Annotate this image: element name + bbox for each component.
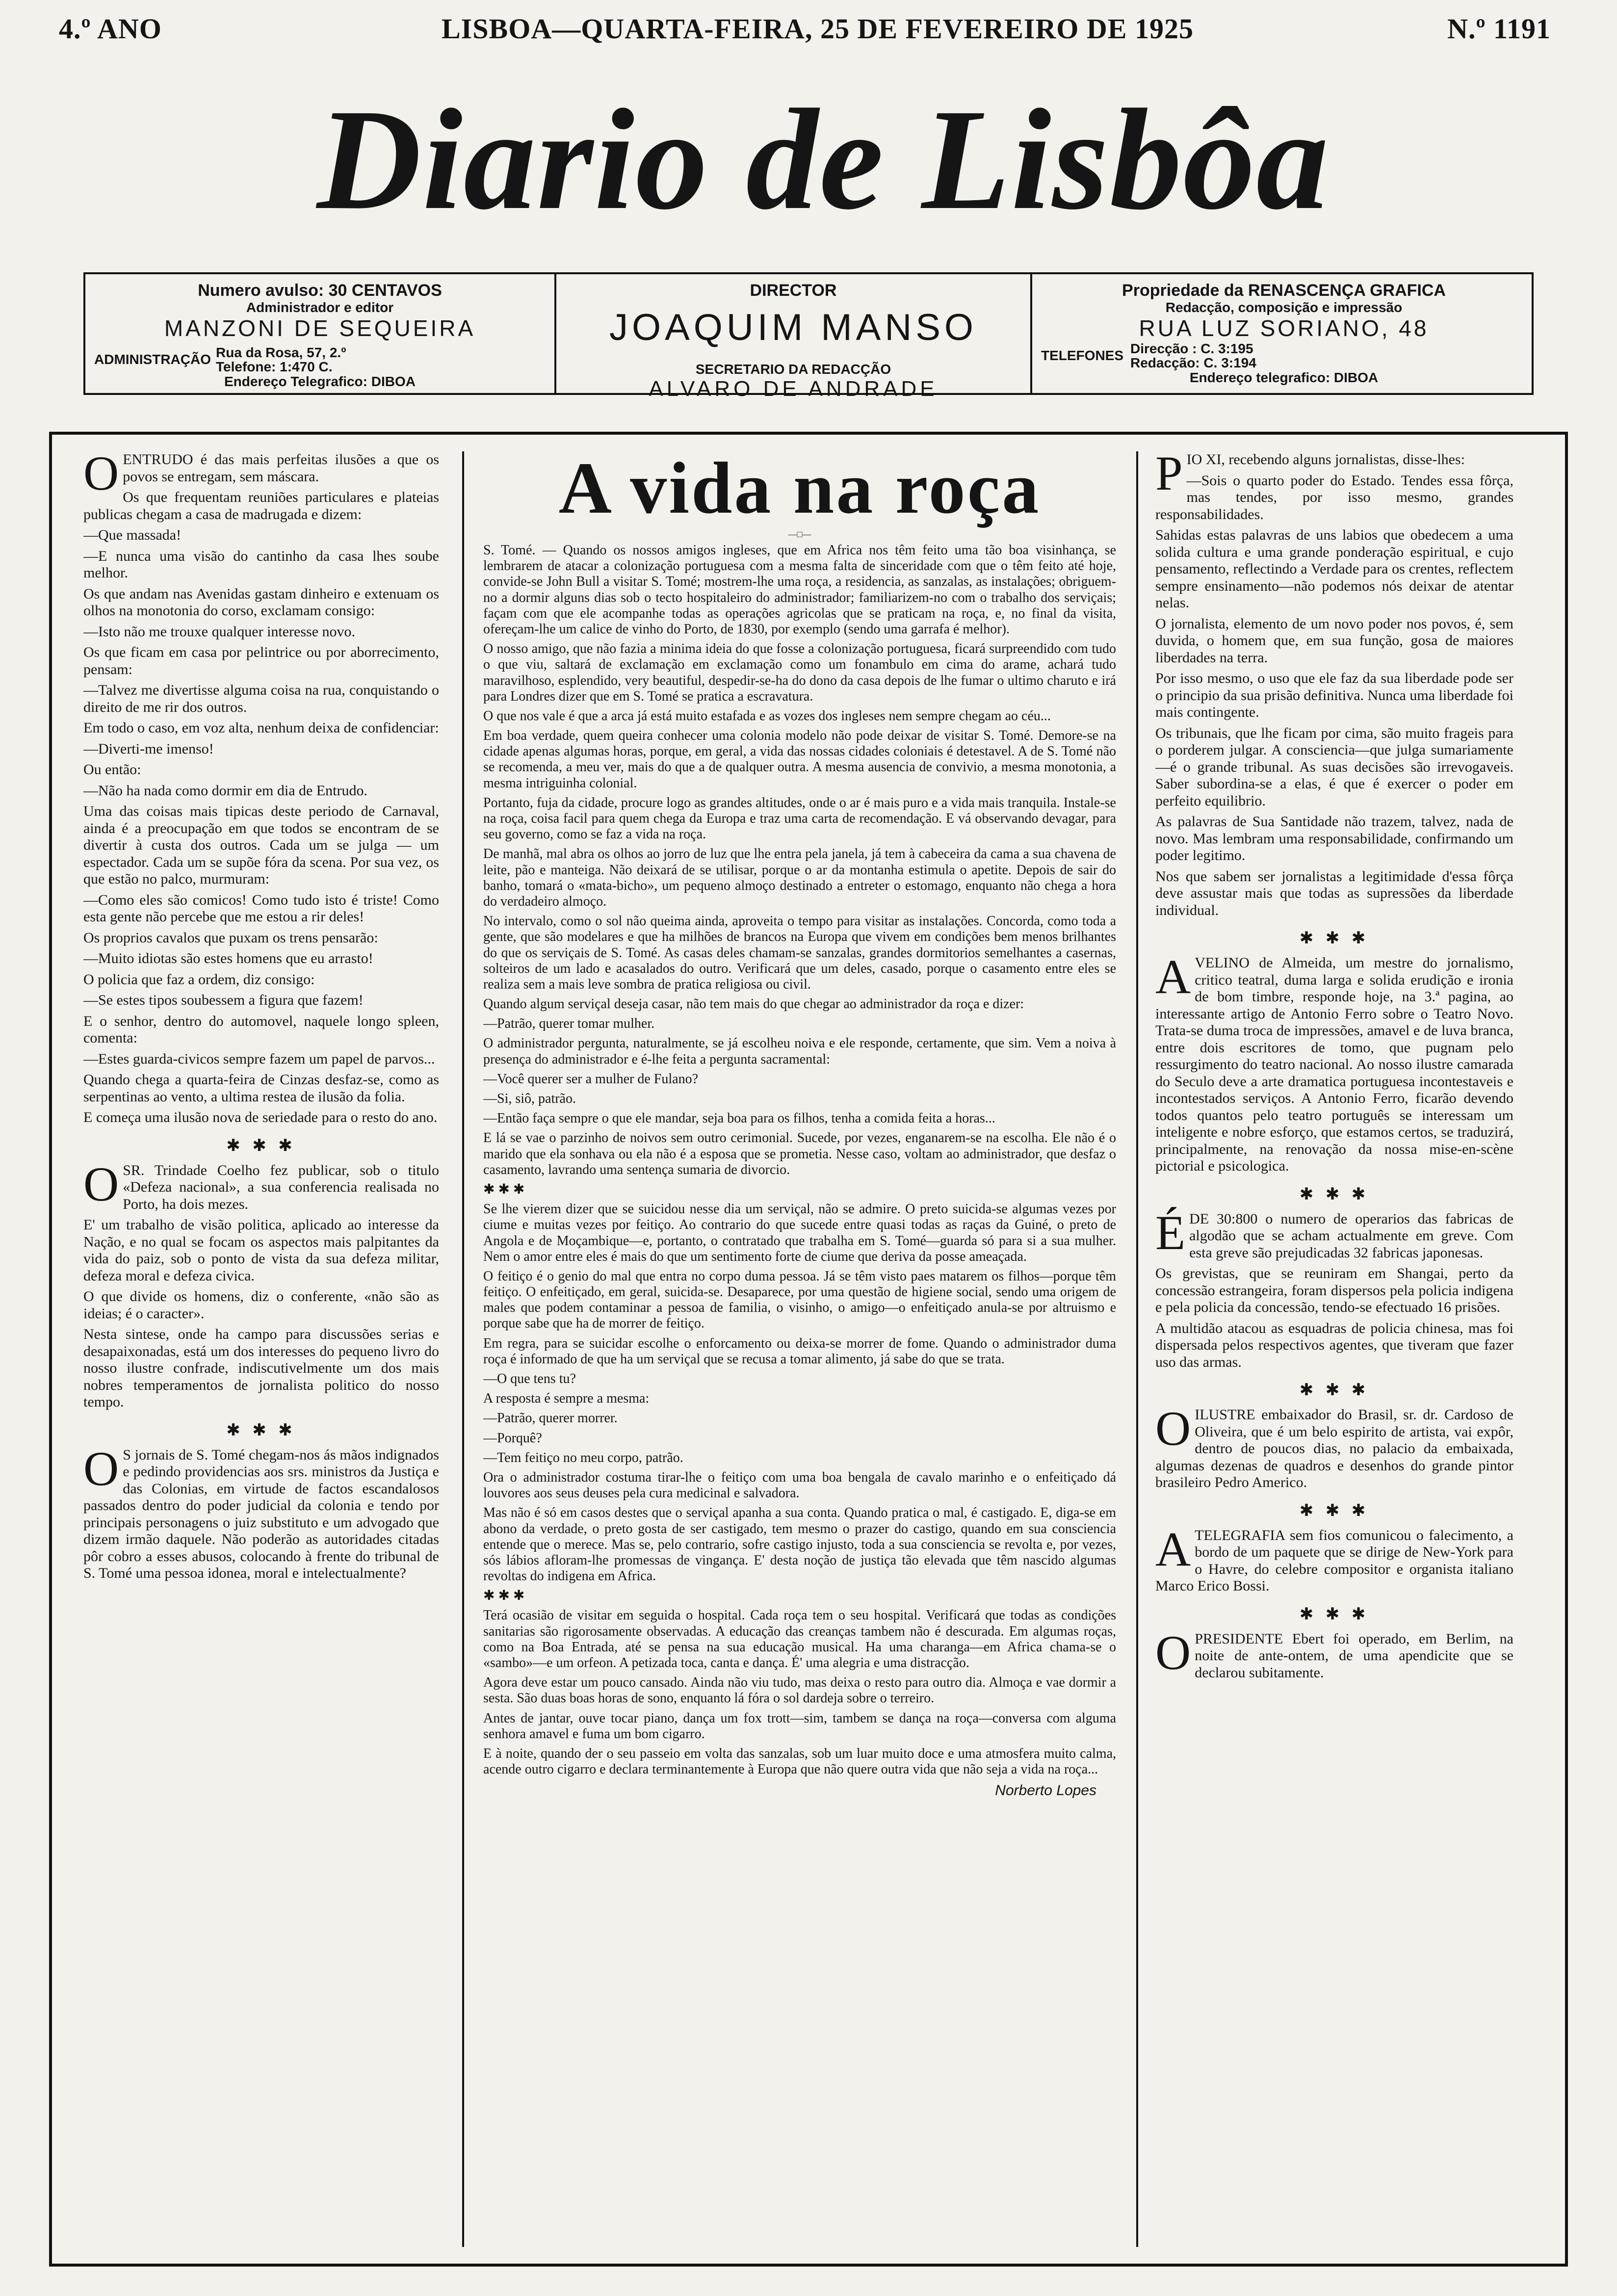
left-section-1 — [83, 451, 439, 1126]
center-paragraph-13: —Então faça sempre o que ele mandar, seja boa para os filhos, tenha a comida feita a horas... — [483, 1111, 995, 1126]
center-paragraph-25: Mas não é só em casos destes que o serviçal apanha a sua conta. Quando pratica o mal, é castigado. E, diga-se em abono da verdade, o preto gosta de ser castigado, tem mesmo o prazer do castigo, quando em sua consciencia entende que o merece. Mas se, pelo contrario, sofre castigo injusto, toda a sua consciencia se revolta e, por vezes, sós lábios afloram-lhe promessas de vingança. E' desta noção de justiça tão elevada que têm nascido algumas revoltas do indigena em Africa. — [483, 1505, 1116, 1584]
right-telegram: Endereço telegrafico: DIBOA — [1189, 369, 1379, 385]
phone-lines — [1130, 341, 1256, 370]
right-section-3 — [1155, 1185, 1513, 1371]
left-dropcap-2: O — [83, 1156, 119, 1211]
info-left — [85, 274, 556, 393]
admin-label: ADMINISTRAÇÃO — [94, 352, 211, 367]
right-paragraph-1-4: O jornalista, elemento de um novo poder nos povos, é, sem duvida, o homem que, em sua função, gosa de maiores liberdades na terra. — [1155, 615, 1513, 666]
left-paragraph-1-8: —Talvez me divertisse alguma coisa na rua, conquistando o direito de me rir dos outros. — [83, 682, 439, 715]
left-paragraph-1-16: —Muito idiotas são estes homens que eu arrasto! — [83, 950, 373, 966]
center-paragraph-26: ✱ ✱ ✱ — [483, 1588, 525, 1604]
left-paragraph-1-20: —Estes guarda-civicos sempre fazem um papel de parvos... — [83, 1050, 435, 1067]
left-paragraph-1-2: Os que frequentam reuniões particulares e plateias publicas chegam a casa de madrugada e dizem: — [83, 489, 439, 522]
dateline: LISBOA—QUARTA-FEIRA, 25 DE FEVEREIRO DE 1925 — [442, 13, 1194, 45]
right-section-1 — [1155, 451, 1513, 919]
left-paragraph-1-4: —E nunca uma visão do cantinho da casa lhes soube melhor. — [83, 548, 439, 581]
info-middle — [556, 274, 1032, 401]
right-paragraph-1-5: Por isso mesmo, o uso que ele faz da sua liberdade pode ser o principio da sua prisão definitiva. Nunca uma liberdade foi mais contingente. — [1155, 670, 1513, 720]
left-column-rule — [462, 451, 464, 2247]
right-dropcap-5: A — [1155, 1521, 1191, 1576]
left-paragraph-1-1 — [83, 451, 439, 500]
top-line — [59, 12, 1551, 56]
center-paragraph-19: —O que tens tu? — [483, 1371, 576, 1386]
right-paragraph-3-2: Os grevistas, que se reuniram em Shangai, perto da concessão estrangeira, foram dispersos pela policia indigena e pela policia da concessão, tendo-se efectuado 16 prisões. — [1155, 1265, 1513, 1316]
left-paragraph-1-10: —Diverti-me imenso! — [83, 740, 214, 757]
center-body — [483, 543, 1116, 1777]
right-section-4 — [1155, 1381, 1513, 1491]
center-signature: Norberto Lopes — [995, 1782, 1096, 1799]
left-dropcap-3: O — [83, 1441, 119, 1496]
center-paragraph-7: No intervalo, como o sol não queima ainda, aproveita o tempo para visitar as instalações. Concorda, como toda a gente, que são modelares e que ha milhões de brancos na Europa que vivem em condições bem menos brilhantes do que os serviçais de S. Tomé. As casas deles chamam-se sanzalas, grandes dormitorios semelhantes a casernas, solteiros de um lado e acasalados do outro. Verificará que um deles, casado, porque o casamento entre eles se realiza sem a mais leve sombra de pratica religiosa ou civil. — [483, 913, 1116, 992]
left-paragraph-2-1 — [83, 1156, 439, 1213]
center-column — [483, 451, 1116, 2242]
owner-street: RUA LUZ SORIANO, 48 — [1139, 315, 1429, 341]
right-section-6 — [1155, 1605, 1513, 1682]
right-separator-3: ✱ ✱ ✱ — [1299, 1185, 1370, 1203]
center-paragraph-24: Ora o administrador costuma tirar-lhe o feitiço com uma boa bengala de cavalo marinho e o enfeitiçado dá louvores aos seus deuses pela cura medicinal e salvadora. — [483, 1469, 1116, 1501]
redaction-phone: Redacção: C. 3:194 — [1130, 355, 1256, 371]
admin-name: MANZONI DE SEQUEIRA — [164, 315, 476, 341]
left-paragraph-3-1 — [83, 1441, 439, 1582]
right-paragraph-1-8: Nos que sabem ser jornalistas a legitimidade d'essa fôrça deve assustar mais que todas as supressões da liberdade individual. — [1155, 868, 1513, 918]
right-paragraph-3-3: A multidão atacou as esquadras de policia chinesa, mas foi dispersada pelos respectivos agentes, que tiveram que fazer uso das armas. — [1155, 1320, 1513, 1370]
left-paragraph-1-3: —Que massada! — [83, 527, 182, 543]
admin-lines — [216, 345, 346, 374]
right-section-2 — [1155, 929, 1513, 1175]
issue-number: N.º 1191 — [1447, 13, 1551, 45]
right-separator-5: ✱ ✱ ✱ — [1299, 1501, 1370, 1520]
center-mark: —□— — [788, 529, 811, 539]
center-paragraph-23: —Tem feitiço no meu corpo, patrão. — [483, 1450, 683, 1465]
left-text-3-1: S jornais de S. Tomé chegam-nos ás mãos indignados e pedindo providencias aos srs. ministros da Justiça e das Colonias, em virtude de factos escandalosos passados dentro do poder judicial da colonia e tendo por principais personagens o juiz substituto e um advogado que dizem irmão daquele. Não poderão as autoridades citadas pôr cobro a esses abusos, colocando à frente do tribunal de S. Tomé uma pessoa idonea, moral e intelectualmente? — [83, 1446, 439, 1582]
right-separator-4: ✱ ✱ ✱ — [1299, 1381, 1370, 1400]
center-paragraph-8: Quando algum serviçal deseja casar, não tem mais do que chegar ao administrador da roça e dizer: — [483, 996, 1024, 1012]
center-paragraph-9: —Patrão, querer tomar mulher. — [483, 1016, 655, 1032]
right-dropcap-6: O — [1155, 1625, 1191, 1680]
right-paragraph-6-1 — [1155, 1625, 1513, 1682]
left-text-2-1: SR. Trindade Coelho fez publicar, sob o titulo «Defeza nacional», a sua conferencia realisada no Porto, ha dois mezes. — [123, 1162, 439, 1212]
left-section-3 — [83, 1421, 439, 1582]
phones-label: TELEFONES — [1041, 348, 1124, 364]
secretary-name: ALVARO DE ANDRADE — [649, 377, 938, 401]
right-paragraph-2-1 — [1155, 949, 1513, 1175]
center-paragraph-17: O feitiço é o genio do mal que entra no corpo duma pessoa. Já se têm visto paes matarem os filhos—porque têm feitiço. O enfeitiçado, em geral, suicida-se. Desaparece, por uma questão de higiene social, sendo uma origem de males que podem contaminar a pessoa de familia, o visinho, o amigo—o enfeitiçado anula-se por altruismo e porque sabe que ha de morrer de feitiço. — [483, 1268, 1116, 1331]
right-column-rule — [1136, 451, 1138, 2247]
left-paragraph-1-17: O policia que faz a ordem, diz consigo: — [83, 971, 315, 988]
masthead-title: Diario de Lisbôa — [316, 79, 1330, 239]
center-paragraph-2: O nosso amigo, que não fazia a minima ideia do que fosse a colonização portuguesa, ficará surpreendido com tudo o que viu, saltará de exclamação em exclamação como um fonambulo em cima do arame, achará tudo maravilhoso, esplendido, very beautiful, despedir-se-ha do dono da casa depois de lhe fumar o ultimo charuto e irá para Londres dizer que em S. Tomé se pratica a escravatura. — [483, 641, 1116, 704]
right-text-2-1: VELINO de Almeida, um mestre do jornalismo, critico teatral, duma larga e solida erudição e ironia de bom timbre, responde hoje, na 3.ª pagina, ao interessante artigo de Antonio Ferro sobre o Teatro Novo. Trata-se duma troca de impressões, amavel e de luva branca, entre dois escritores de tomo, que pugnam pelo ressurgimento do teatro nacional. Ao nosso ilustre camarada do Seculo deve a arte dramatica portuguesa incontestaveis e incontestados serviços. A Antonio Ferro, ficarão devendo todos quantos pelo teatro português se interessam um inteligente e nobre esforço, que estamos certos, se traduzirá, principalmente, na renovação da nossa mise-en-scène pictorial e psicologica. — [1155, 955, 1513, 1174]
admin-telegram: Endereço Telegrafico: DIBOA — [224, 373, 416, 389]
year-label: 4.º ANO — [59, 13, 162, 45]
direction-phone: Direcção : C. 3:195 — [1130, 340, 1253, 356]
price-line: Numero avulso: 30 CENTAVOS — [198, 281, 442, 300]
left-paragraph-1-12: —Não ha nada como dormir em dia de Entrudo. — [83, 782, 367, 799]
left-paragraph-1-9: Em todo o caso, em voz alta, nenhum deixa de confidenciar: — [83, 720, 439, 736]
left-paragraph-1-19: E o senhor, dentro do automovel, naquele longo spleen, comenta: — [83, 1013, 439, 1046]
info-right — [1032, 274, 1536, 393]
admin-phone: Telefone: 1:470 C. — [216, 359, 333, 375]
left-text-1-1: ENTRUDO é das mais perfeitas ilusões a que os povos se entregam, sem máscara. — [123, 451, 439, 485]
left-paragraph-1-18: —Se estes tipos soubessem a figura que fazem! — [83, 992, 364, 1008]
left-section-2 — [83, 1136, 439, 1411]
left-separator-2: ✱ ✱ ✱ — [226, 1136, 296, 1155]
left-paragraph-1-22: E começa uma ilusão nova de seriedade para o resto do ano. — [83, 1109, 438, 1125]
right-text-1-1: IO XI, recebendo alguns jornalistas, disse-lhes: — [1186, 451, 1465, 468]
right-paragraph-1-7: As palavras de Sua Santidade não trazem, talvez, nada de novo. Mas lembram uma responsabilidade, confirmando um poder legitimo. — [1155, 813, 1513, 863]
left-paragraph-1-14: —Como eles são comicos! Como tudo isto é triste! Como esta gente não percebe que me estou a rir deles! — [83, 891, 439, 925]
left-paragraph-1-21: Quando chega a quarta-feira de Cinzas desfaz-se, como as serpentinas ao vento, a ultima restea de ilusão da folia. — [83, 1071, 439, 1105]
left-paragraph-1-5: Os que andam nas Avenidas gastam dinheiro e extenuam os olhos na monotonia do corso, exclamam consigo: — [83, 585, 439, 619]
center-paragraph-20: A resposta é sempre a mesma: — [483, 1391, 650, 1407]
center-paragraph-1: S. Tomé. — Quando os nossos amigos ingleses, que em Africa nos têm feito uma tão boa visinhança, se lembrarem de atacar a colonização portuguesa com a mesma falta de sinceridade com que o têm feito até hoje, convide-se John Bull a visitar S. Tomé; mostrem-lhe uma roça, a residencia, as sanzalas, as instalações; obriguem-no a dormir alguns dias sob o tecto hospitaleiro do administrador; familiarizem-no com o trabalho dos serviçais; façam com que ele acompanhe todas as operações agricolas que se praticam na roça, e, no final da visita, ofereçam-lhe um calice de vinho do Porto, de 1830, por exemplo (sendo uma garrafa é melhor). — [483, 543, 1116, 637]
right-separator-2: ✱ ✱ ✱ — [1299, 929, 1370, 947]
right-column — [1155, 451, 1513, 2242]
admin-address-block — [94, 345, 546, 374]
center-paragraph-18: Em regra, para se suicidar escolhe o enforcamento ou deixa-se morrer de fome. Quando o administrador duma roça é informado de que ha um serviçal que se recusa a tomar alimento, já sabe do que se trata. — [483, 1335, 1116, 1367]
center-paragraph-4: Em boa verdade, quem queira conhecer uma colonia modelo não pode deixar de visitar S. Tomé. Demore-se na cidade apenas algumas horas, porque, em geral, a vida das nossas cidades coloniais é detestavel. A de S. Tomé não se recomenda, a meu ver, mais do que a de qualquer outra. A mesma ausencia de convivio, a mesma monotonia, a mesma intriguinha colonial. — [483, 728, 1116, 791]
director-name: JOAQUIM MANSO — [609, 307, 978, 349]
admin-role: Administrador e editor — [246, 300, 394, 315]
center-paragraph-6: De manhã, mal abra os olhos ao jorro de luz que lhe entra pela janela, já tem à cabeceira da cama a sua chavena de leite, pão e manteiga. Não deixará de se utilisar, porque o ar da montanha estimula o apetite. Depois de sair do banho, tomará o «mata-bicho», um pequeno almoço destinado a entreter o estomago, enquanto não chega a hora do verdadeiro almoço. — [483, 846, 1116, 909]
info-band — [83, 272, 1534, 401]
left-paragraph-2-3: O que divide os homens, diz o conferente, «não são as ideias; é o caracter». — [83, 1288, 439, 1322]
right-section-5 — [1155, 1501, 1513, 1595]
right-text-3-1: DE 30:800 o numero de operarios das fabricas de algodão que se acham actualmente em greve. Com esta greve são prejudicadas 32 fabricas japonesas. — [1189, 1210, 1513, 1261]
right-paragraph-1-6: Os tribunais, que lhe ficam por cima, são muito frageis para o porderem julgar. A consciencia—que julga sumariamente—é o grande tribunal. As suas decisões são irrevogaveis. Saber subordina-se a elas, é que é exercer o poder em perfeito equilibrio. — [1155, 725, 1513, 809]
owner-subtitle: Redacção, composição e impressão — [1165, 300, 1403, 315]
left-dropcap-1: O — [83, 451, 119, 500]
center-paragraph-3: O que nos vale é que a arca já está muito estafada e as vozes dos ingleses nem sempre chegam ao céu... — [483, 708, 1051, 724]
center-paragraph-28: Agora deve estar um pouco cansado. Ainda não viu tudo, mas deixa o resto para outro dia. Almoça e vae dormir a sesta. São duas boas horas de sono, enquanto lá fóra o sol dardeja sobre o terreiro. — [483, 1675, 1116, 1706]
left-paragraph-1-11: Ou então: — [83, 761, 141, 778]
right-separator-6: ✱ ✱ ✱ — [1299, 1605, 1370, 1623]
center-paragraph-14: E lá se vae o parzinho de noivos sem outro cerimonial. Sucede, por vezes, enganarem-se na escolha. Ele não é o marido que ela sonhava ou ela não é a esposa que se prometia. Nesse caso, voltam ao administrador, que desfaz o casamento, lavrando uma sentença sumaria de divorcio. — [483, 1130, 1116, 1177]
center-paragraph-16: Se lhe vierem dizer que se suicidou nesse dia um serviçal, não se admire. O preto suicida-se algumas vezes por ciume e muitas vezes por feitiço. Ao contrario do que sucede entre quasi todas as raças da Guiné, o preto de Angola e de Moçambique—e, portanto, o contratado que trabalha em S. Tomé—guarda só para si a sua mulher. Nem o amor entre eles é mais do que um sentimento forte de ciume que deriva da posse ameaçada. — [483, 1201, 1116, 1264]
right-paragraph-1-2: —Sois o quarto poder do Estado. Tendes essa fôrça, mas tendes, por isso mesmo, grandes responsabilidades. — [1155, 472, 1513, 522]
left-paragraph-2-4: Nesta sintese, onde ha campo para discussões serias e desapaixonadas, está um dos interesses do pequeno livro do nosso ilustre confrade, indiscutivelmente um dos mais nobres temperamentos de jornalista politico do nosso tempo. — [83, 1326, 439, 1410]
right-paragraph-5-1 — [1155, 1521, 1513, 1595]
center-paragraph-30: E à noite, quando der o seu passeio em volta das sanzalas, sob um luar muito doce e uma atmosfera muito calma, acende outro cigarro e declara terminantemente à Europa que não quere outra vida que não seja a vida na roça... — [483, 1746, 1116, 1777]
left-paragraph-1-13: Uma das coisas mais tipicas deste periodo de Carnaval, ainda é a preocupação em que todos se encontram de se divertir à custa dos outros. Cada um se julga — um espectador. Cada um se supõe fóra da scena. Por sua vez, os que estão no palco, murmuram: — [83, 803, 439, 887]
right-text-5-1: TELEGRAFIA sem fios comunicou o falecimento, a bordo de um paquete que se dirige de New-York para o Havre, do celebre compositor e organista italiano Marco Erico Bossi. — [1155, 1527, 1513, 1594]
right-text-4-1: ILUSTRE embaixador do Brasil, sr. dr. Cardoso de Oliveira, que é um belo espirito de artista, vai expôr, dentro de poucos dias, no palacio da embaixada, algumas dezenas de quadros e desenhos do grande pintor brasileiro Pedro Americo. — [1155, 1407, 1513, 1491]
right-dropcap-4: O — [1155, 1401, 1191, 1456]
right-text-6-1: PRESIDENTE Ebert foi operado, em Berlim, na noite de ante-ontem, de uma apendicite que se declarou subitamente. — [1195, 1630, 1513, 1681]
left-paragraph-2-2: E' um trabalho de visão politica, aplicado ao interesse da Nação, e no qual se focam os aspectos mais palpitantes da vida do paiz, sob o ponto de vista da sua defeza militar, defeza moral e defeza civica. — [83, 1217, 439, 1284]
left-column — [83, 451, 439, 2242]
secretary-label: SECRETARIO DA REDACÇÃO — [695, 361, 891, 377]
right-paragraph-3-1 — [1155, 1205, 1513, 1262]
center-paragraph-10: O administrador pergunta, naturalmente, se já escolheu noiva e ele responde, certamente, que sim. Vem a noiva à presença do administrador e é-lhe feita a pergunta sacramental: — [483, 1036, 1116, 1067]
left-paragraph-1-6: —Isto não me trouxe qualquer interesse novo. — [83, 623, 356, 640]
admin-address: Rua da Rosa, 57, 2.º — [216, 344, 346, 360]
left-paragraph-1-7: Os que ficam em casa por pelintrice ou por aborrecimento, pensam: — [83, 644, 439, 678]
phones-block — [1041, 341, 1527, 370]
left-separator-3: ✱ ✱ ✱ — [226, 1421, 296, 1439]
center-paragraph-12: —Si, siô, patrão. — [483, 1091, 576, 1106]
center-paragraph-27: Terá ocasião de visitar em seguida o hospital. Cada roça tem o seu hospital. Verificará que todas as condições sanitarias são rigorosamente observadas. A educação das creanças tambem não é descurada. Em algumas roças, como na Boa Entrada, até se pensa na sua educação musical. Ha uma charanga—em Africa chama-se o «sambo»—e um orfeon. A petizada toca, canta e dança. É' uma alegria e uma distracção. — [483, 1608, 1116, 1670]
center-paragraph-22: —Porquê? — [483, 1430, 542, 1446]
center-paragraph-5: Portanto, fuja da cidade, procure logo as grandes altitudes, onde o ar é mais puro e a vida mais tranquila. Instale-se na roça, coisa facil para quem chega da Europa e traz uma carta de recomendação. E vá observando devagar, para seu governo, como se faz a vida na roça. — [483, 795, 1116, 842]
right-paragraph-1-3: Sahidas estas palavras de uns labios que obedecem a uma solida cultura e uma grande ponderação espiritual, e cujo pensamento, reflectindo a Verdade para os crentes, reflectem sempre ensinamento—não podemos nós deixar de atentar nelas. — [1155, 527, 1513, 611]
center-title: A vida na roça — [558, 451, 1041, 529]
left-paragraph-1-15: Os proprios cavalos que puxam os trens pensarão: — [83, 929, 378, 946]
director-label: DIRECTOR — [750, 281, 837, 300]
right-dropcap-3: É — [1155, 1205, 1186, 1260]
center-paragraph-21: —Patrão, querer morrer. — [483, 1410, 618, 1426]
right-dropcap-1: P — [1155, 451, 1183, 500]
center-paragraph-29: Antes de jantar, ouve tocar piano, dança um fox trott—sim, tambem se dança na roça—conversa com alguma senhora amavel e fuma um bom cigarro. — [483, 1710, 1116, 1742]
center-paragraph-11: —Você querer ser a mulher de Fulano? — [483, 1071, 698, 1087]
right-paragraph-4-1 — [1155, 1401, 1513, 1491]
center-paragraph-15: ✱ ✱ ✱ — [483, 1181, 525, 1197]
right-dropcap-2: A — [1155, 949, 1191, 1004]
owner-line: Propriedade da RENASCENÇA GRAFICA — [1122, 281, 1446, 300]
